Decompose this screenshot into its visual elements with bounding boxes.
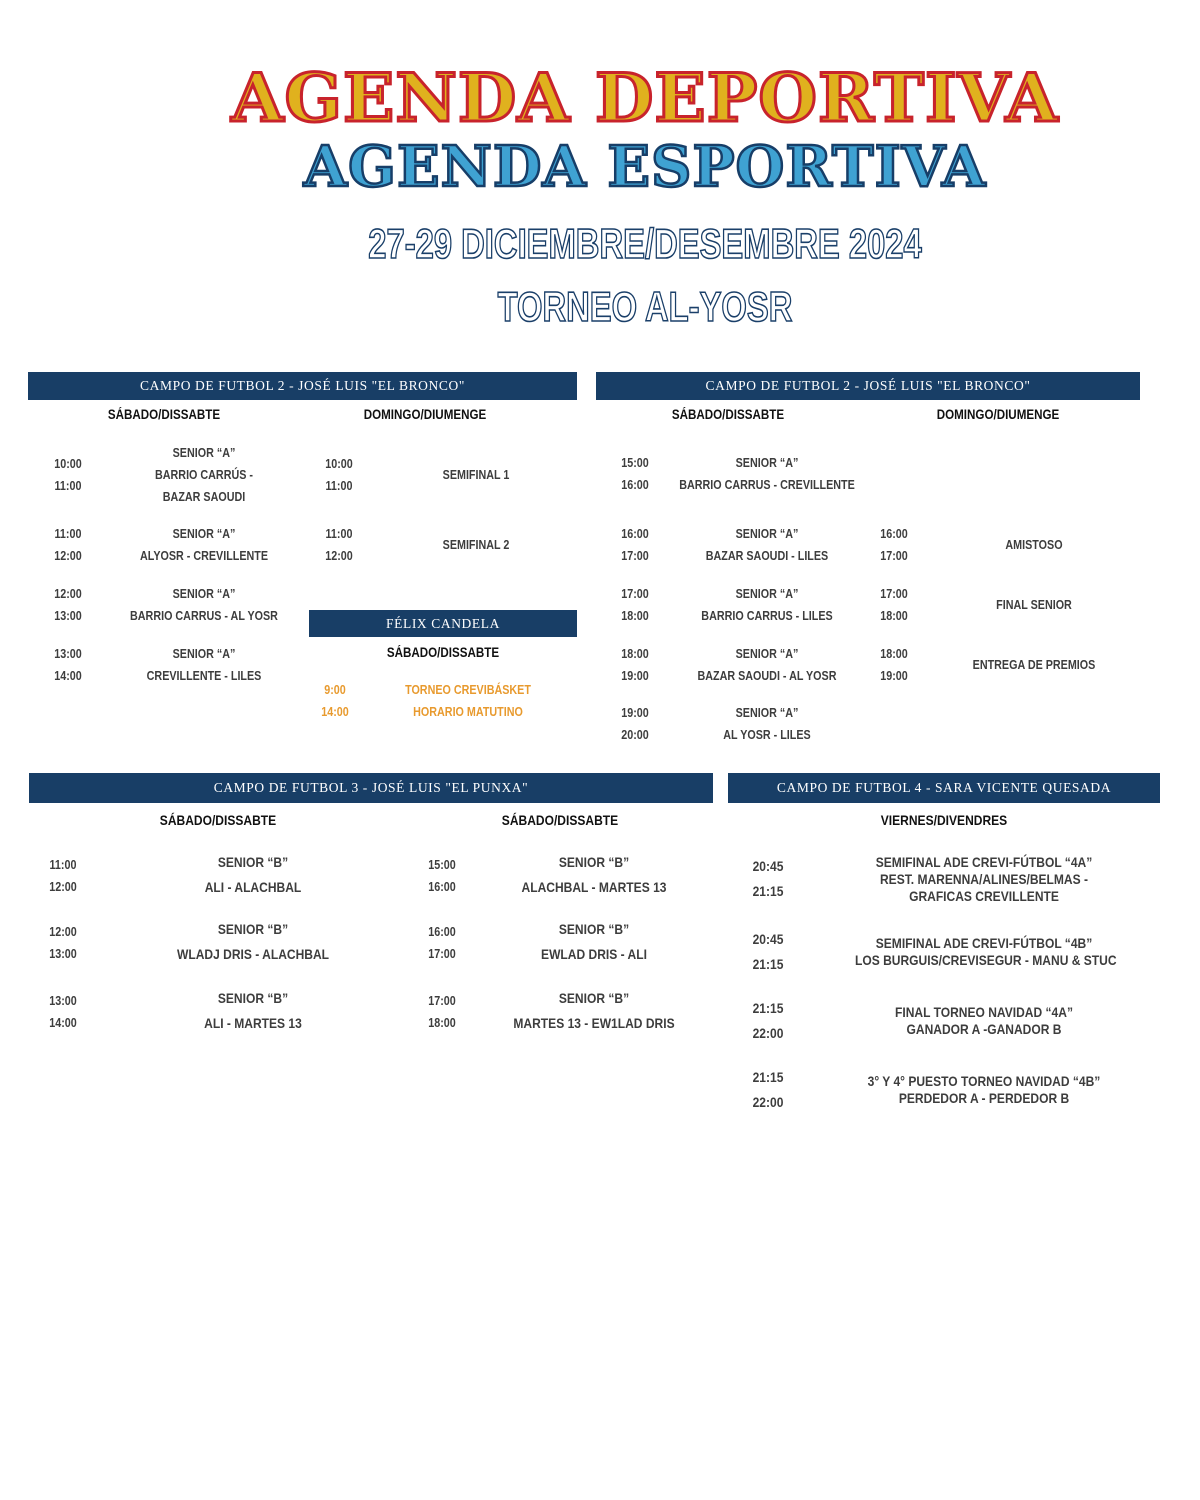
- category-label: SENIOR “A”: [735, 527, 799, 541]
- time-end: 17:00: [621, 549, 649, 563]
- time-start: 18:00: [621, 647, 649, 661]
- time-end: 21:15: [752, 883, 784, 899]
- time-start: 16:00: [621, 527, 649, 541]
- time-start: 17:00: [880, 587, 908, 601]
- match-teams: SEMIFINAL 2: [442, 538, 510, 552]
- day-header-sabado: SÁBADO/DISSABTE: [107, 407, 221, 422]
- time-start: 16:00: [428, 925, 456, 939]
- event-dates: 27-29 DICIEMBRE/DESEMBRE 2024: [368, 220, 922, 267]
- time-end: 14:00: [54, 669, 82, 683]
- event-name: 3° Y 4° PUESTO TORNEO NAVIDAD “4B”: [867, 1073, 1101, 1089]
- category-label: SENIOR “A”: [735, 456, 799, 470]
- time-end: 17:00: [880, 549, 908, 563]
- day-header-sabado: SÁBADO/DISSABTE: [159, 812, 277, 828]
- day-header-sabado: SÁBADO/DISSABTE: [671, 407, 785, 422]
- day-header-domingo: DOMINGO/DIUMENGE: [936, 407, 1060, 422]
- time-end: 16:00: [621, 478, 649, 492]
- section-header-campo3: CAMPO DE FUTBOL 3 - JOSÉ LUIS "EL PUNXA": [29, 773, 713, 803]
- match-teams: BAZAR SAOUDI - AL YOSR: [697, 669, 837, 683]
- time-end: 18:00: [621, 609, 649, 623]
- category-label: SENIOR “A”: [172, 527, 236, 541]
- category-label: SENIOR “B”: [558, 854, 630, 870]
- time-end: 14:00: [49, 1016, 77, 1030]
- category-label: SENIOR “A”: [735, 647, 799, 661]
- match-teams: BARRIO CARRUS - AL YOSR: [130, 609, 278, 623]
- time-end: 12:00: [54, 549, 82, 563]
- time-end: 19:00: [880, 669, 908, 683]
- time-start: 12:00: [54, 587, 82, 601]
- match-teams: WLADJ DRIS - ALACHBAL: [176, 946, 330, 962]
- time-end: 22:00: [752, 1025, 784, 1041]
- match-teams: PERDEDOR A - PERDEDOR B: [898, 1090, 1070, 1106]
- time-start: 21:15: [752, 1069, 784, 1085]
- time-start: 13:00: [54, 647, 82, 661]
- category-label: SENIOR “B”: [217, 921, 289, 937]
- time-end: 18:00: [880, 609, 908, 623]
- match-teams: ALI - MARTES 13: [204, 1015, 302, 1031]
- time-start: 15:00: [428, 858, 456, 872]
- match-teams: FINAL SENIOR: [996, 598, 1072, 612]
- main-title-valenciano: AGENDA ESPORTIVA: [303, 134, 987, 200]
- section-header-campo2-left: CAMPO DE FUTBOL 2 - JOSÉ LUIS "EL BRONCO": [28, 372, 577, 400]
- time-end: 13:00: [49, 947, 77, 961]
- category-label: SENIOR “A”: [172, 587, 236, 601]
- category-label: SENIOR “A”: [735, 706, 799, 720]
- time-start: 16:00: [880, 527, 908, 541]
- time-end: 14:00: [321, 705, 349, 719]
- time-start: 11:00: [49, 858, 77, 872]
- event-name: TORNEO CREVIBÁSKET: [405, 683, 531, 697]
- match-teams: BAZAR SAOUDI - LILES: [705, 549, 829, 563]
- match-teams: LOS BURGUIS/CREVISEGUR - MANU & STUC: [855, 952, 1117, 968]
- match-teams-continued: BAZAR SAOUDI: [162, 490, 246, 504]
- time-start: 11:00: [325, 527, 353, 541]
- match-teams: MARTES 13 - EW1LAD DRIS: [513, 1015, 675, 1031]
- time-start: 10:00: [54, 457, 82, 471]
- category-label: SENIOR “B”: [558, 990, 630, 1006]
- match-teams: SEMIFINAL 1: [442, 468, 510, 482]
- time-start: 17:00: [621, 587, 649, 601]
- time-start: 20:45: [752, 931, 784, 947]
- event-name: SEMIFINAL ADE CREVI-FÚTBOL “4A”: [875, 854, 1093, 870]
- time-start: 21:15: [752, 1000, 784, 1016]
- section-header-campo2-right: CAMPO DE FUTBOL 2 - JOSÉ LUIS "EL BRONCO": [596, 372, 1140, 400]
- time-end: 12:00: [325, 549, 353, 563]
- category-label: SENIOR “B”: [217, 854, 289, 870]
- time-start: 11:00: [54, 527, 82, 541]
- time-end: 19:00: [621, 669, 649, 683]
- day-header-sabado: SÁBADO/DISSABTE: [501, 812, 619, 828]
- section-header-felix-candela: FÉLIX CANDELA: [309, 610, 577, 637]
- match-teams-continued: GRAFICAS CREVILLENTE: [909, 888, 1059, 904]
- time-end: 16:00: [428, 880, 456, 894]
- day-header-domingo: DOMINGO/DIUMENGE: [363, 407, 487, 422]
- time-start: 18:00: [880, 647, 908, 661]
- main-title-castellano: AGENDA DEPORTIVA: [231, 59, 1059, 137]
- time-end: 11:00: [325, 479, 353, 493]
- time-end: 20:00: [621, 728, 649, 742]
- time-end: 11:00: [54, 479, 82, 493]
- time-end: 13:00: [54, 609, 82, 623]
- tournament-name: TORNEO AL-YOSR: [497, 283, 793, 330]
- category-label: SENIOR “A”: [172, 647, 236, 661]
- match-teams: CREVILLENTE - LILES: [146, 669, 262, 683]
- match-teams: AMISTOSO: [1005, 538, 1063, 552]
- day-header-viernes: VIERNES/DIVENDRES: [880, 812, 1008, 828]
- category-label: SENIOR “A”: [735, 587, 799, 601]
- match-teams: ENTREGA DE PREMIOS: [972, 658, 1096, 672]
- day-header-sabado: SÁBADO/DISSABTE: [386, 645, 500, 660]
- time-end: 12:00: [49, 880, 77, 894]
- time-start: 10:00: [325, 457, 353, 471]
- time-end: 17:00: [428, 947, 456, 961]
- time-start: 13:00: [49, 994, 77, 1008]
- event-name: FINAL TORNEO NAVIDAD “4A”: [895, 1004, 1073, 1020]
- match-teams: ALYOSR - CREVILLENTE: [139, 549, 269, 563]
- event-name: SEMIFINAL ADE CREVI-FÚTBOL “4B”: [875, 935, 1093, 951]
- time-start: 12:00: [49, 925, 77, 939]
- time-end: 18:00: [428, 1016, 456, 1030]
- match-teams: AL YOSR - LILES: [723, 728, 811, 742]
- category-label: SENIOR “A”: [172, 446, 236, 460]
- match-teams: BARRIO CARRUS - CREVILLENTE: [679, 478, 855, 492]
- match-teams: ALACHBAL - MARTES 13: [521, 879, 667, 895]
- time-start: 19:00: [621, 706, 649, 720]
- time-start: 15:00: [621, 456, 649, 470]
- match-teams: REST. MARENNA/ALINES/BELMAS -: [879, 871, 1089, 887]
- match-teams: BARRIO CARRÚS -: [155, 468, 253, 482]
- event-note: HORARIO MATUTINO: [413, 705, 523, 719]
- category-label: SENIOR “B”: [217, 990, 289, 1006]
- match-teams: BARRIO CARRUS - LILES: [701, 609, 833, 623]
- section-header-campo4: CAMPO DE FUTBOL 4 - SARA VICENTE QUESADA: [728, 773, 1160, 803]
- time-start: 17:00: [428, 994, 456, 1008]
- time-start: 20:45: [752, 858, 784, 874]
- match-teams: ALI - ALACHBAL: [204, 879, 302, 895]
- match-teams: GANADOR A -GANADOR B: [906, 1021, 1062, 1037]
- time-end: 21:15: [752, 956, 784, 972]
- category-label: SENIOR “B”: [558, 921, 630, 937]
- time-start: 9:00: [324, 683, 346, 697]
- match-teams: EWLAD DRIS - ALI: [541, 946, 647, 962]
- time-end: 22:00: [752, 1094, 784, 1110]
